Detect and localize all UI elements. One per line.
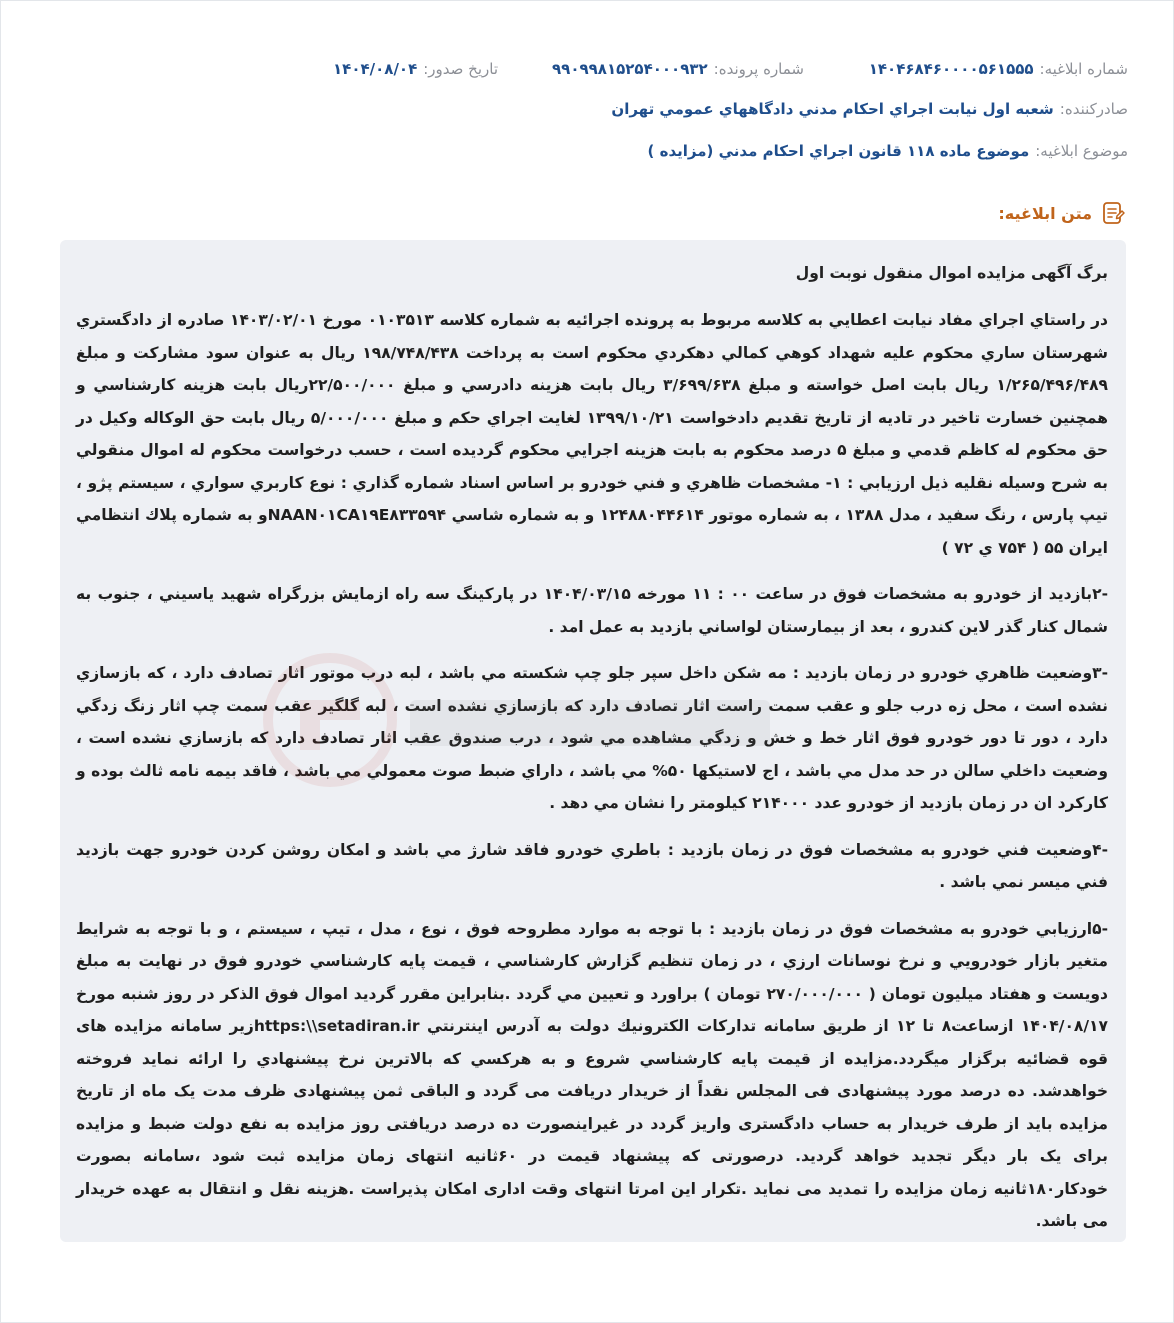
- notice-number: [858, 60, 1128, 78]
- notice-paragraph-2: -۲بازديد از خودرو به مشخصات فوق در ساعت ۰۰ : ۱۱ مورخه ۱۴۰۴/۰۳/۱۵ در پاركينگ سه راه ازمايش بزرگراه شهيد ياسيني ، جنوب به شمال كنار گذر لاين كندرو ، بعد از بيمارستان لواساني بازديد به عمل امد .: [76, 585, 1108, 636]
- issuer-label: صادرکننده:: [1059, 100, 1128, 118]
- notice-text-heading: [998, 200, 1126, 226]
- notice-title: برگ آگهی مزایده اموال منقول نوبت اول: [795, 264, 1108, 282]
- notice-paragraph-4: -۴وضعيت فني خودرو به مشخصات فوق در زمان بازديد : باطري خودرو فاقد شارژ مي باشد و امكان روشن كردن خودرو جهت بازديد فني ميسر نمي باشد .: [76, 840, 1108, 891]
- subject-label: موضوع ابلاغیه:: [1035, 142, 1128, 160]
- case-number: [498, 60, 858, 78]
- case-number-value: ۹۹۰۹۹۸۱۵۲۵۴۰۰۰۹۳۲: [552, 60, 708, 78]
- issue-date: [46, 60, 498, 78]
- issuer: [611, 100, 1128, 118]
- notice-text-title: متن ابلاغیه:: [998, 203, 1092, 223]
- notice-content-box: [60, 240, 1126, 1242]
- notice-number-label: شماره ابلاغیه:: [1039, 60, 1128, 78]
- issue-date-value: ۱۴۰۴/۰۸/۰۴: [333, 60, 418, 78]
- case-number-label: شماره پرونده:: [713, 60, 804, 78]
- notice-subject: [648, 142, 1128, 160]
- document-notice-icon: [1100, 200, 1126, 226]
- issuer-value: شعبه اول نيابت اجراي احكام مدني دادگاههاي عمومي تهران: [611, 100, 1054, 118]
- notice-meta-row: [46, 56, 1128, 82]
- notice-paragraph-1: در راستاي اجراي مفاد نيابت اعطايي به كلاسه مربوط به پرونده اجرائيه به شماره كلاسه ۰۱۰۳۵۱۳ مورخ ۱۴۰۳/۰۲/۰۱ صادره از دادگستري شهرستان ساري محكوم عليه شهداد كوهي كمالي دهكردي محكوم است به پرداخت ۱۹۸/۷۴۸/۴۳۸ ريال به عنوان سود مشاركت و مبلغ ۱/۲۶۵/۴۹۶/۴۸۹ ريال بابت اصل خواسته و مبلغ ۳/۶۹۹/۶۳۸ ريال بابت هزينه دادرسي و مبلغ ۲۲/۵۰۰/۰۰۰ريال بابت هزينه كارشناسي و همچنين خسارت تاخير در تاديه از تاريخ تقديم دادخواست ۱۳۹۹/۱۰/۲۱ لغايت اجراي حكم و مبلغ ۵/۰۰۰/۰۰۰ ريال بابت حق الوكاله وكيل در حق محكوم له كاظم قدمي و مبلغ ۵ درصد محكوم به بابت هزينه اجرايي محكوم گرديده است ، حسب درخواست محكوم له اموال منقولي به شرح وسيله نقليه ذيل ارزيابي : ۱- مشخصات ظاهري و فني خودرو بر اساس اسناد شماره گذاري : نوع كاربري سواري ، سيستم پژو ، تيپ پارس ، رنگ سفيد ، مدل ۱۳۸۸ ، به شماره موتور ۱۲۴۸۸۰۴۴۶۱۴ و به شماره شاسي NAAN۰۱CA۱۹E۸۳۳۵۹۴و به شماره پلاك انتظامي ايران ۵۵ ( ۷۵۴ ي ۷۲ ): [76, 311, 1109, 557]
- notice-paragraph-5: -۵ارزيابي خودرو به مشخصات فوق در زمان بازديد : با توجه به موارد مطروحه فوق ، نوع ، مدل ، تيپ ، سيستم ، و با توجه به شرايط متغير بازار خودرويي و نرخ نوسانات ارزي ، در زمان تنظيم گزارش كارشناسي ، قيمت پايه كارشناسي خودرو فوق در نهايت به مبلغ دويست و هفتاد ميليون تومان ( ۲۷۰/۰۰۰/۰۰۰ تومان ) براورد و تعيين مي گردد .بنابراين مقرر گرديد اموال فوق الذكر در روز شنبه مورخ ۱۴۰۴/۰۸/۱۷ ازساعت۸ تا ۱۲ از طريق سامانه تداركات الكترونيك دولت به آدرس اينترنتي https:\\setadiran.irزير سامانه مزایده های قوه قضائیه برگزار ميگردد.مزايده از قيمت پايه كارشناسي شروع و به هركسي كه بالاترين نرخ پيشنهادي را ارائه نمايد فروخته خواهدشد. ده درصد مورد پیشنهادی فی المجلس نقداً از خریدار دریافت می گردد و الباقی ثمن پیشنهادی ظرف مدت یک ماه از تاریخ مزایده باید از طرف خریدار به حساب دادگستری واریز گردد در غیراینصورت ده درصد دریافتی روز مزایده به نفع دولت ضبط و مزایده برای یک بار دیگر تجدید خواهد گردید. درصورتی که پیشنهاد قیمت در ۶۰ثانیه انتهای زمان مزایده ثبت شود ،سامانه بصورت خودکار۱۸۰ثانیه زمان مزايده را تمديد می نمايد .تكرار اين امرتا انتهای وقت اداری امكان پذيراست .هزينه نقل و انتقال به عهده خريدار مى باشد.: [76, 919, 1108, 1230]
- notice-number-value: ۱۴۰۴۶۸۴۶۰۰۰۰۵۶۱۵۵۵: [868, 60, 1034, 78]
- issue-date-label: تاریخ صدور:: [423, 60, 498, 78]
- subject-value: موضوع ماده ۱۱۸ قانون اجراي احكام مدني (مزايده ): [647, 142, 1030, 160]
- notice-paragraph-3: -۳وضعيت ظاهري خودرو در زمان بازديد : مه شكن داخل سپر جلو چپ شكسته مي باشد ، لبه درب موتور اثار تصادف دارد ، كه بازسازي نشده است ، محل زه درب جلو و عقب سمت راست اثار تصادف دارد كه بازسازي نشده است ، لبه گلگير عقب سمت چپ اثار زنگ زدگي دارد ، دور تا دور خودرو فوق اثار خط و خش و زدگي مشاهده مي شود ، درب صندوق عقب اثار تصادف دارد كه بازسازي نشده است ، وضعيت داخلي سالن در حد مدل مي باشد ، اج لاستيكها ۵۰% مي باشد ، داراي ضبط صوت معمولي مي باشد ، فاقد بيمه نامه ثالث بوده و كاركرد ان در زمان بازديد از خودرو عدد ۲۱۴۰۰۰ كيلومتر را نشان مي دهد .: [76, 664, 1108, 812]
